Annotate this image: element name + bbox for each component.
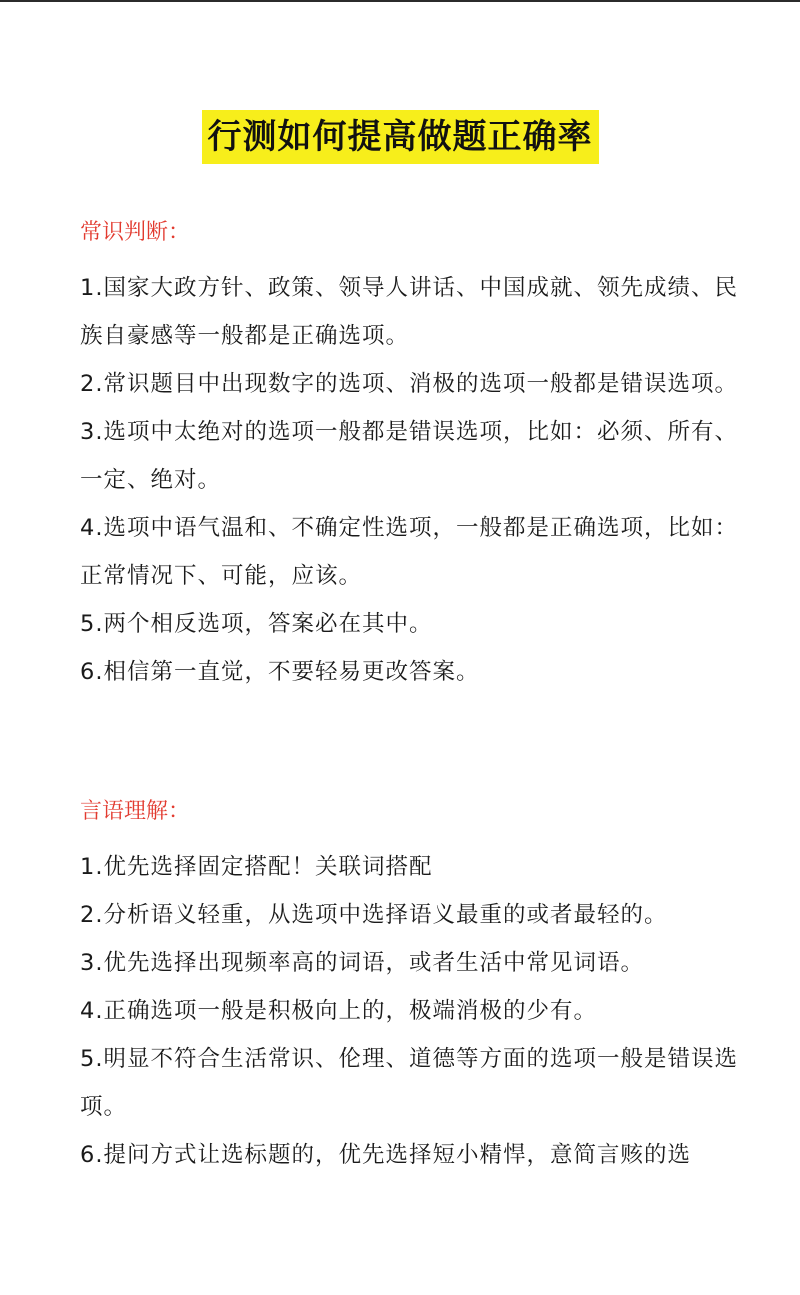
list-item: 1.国家大政方针、政策、领导人讲话、中国成就、领先成绩、民族自豪感等一般都是正确选项。	[80, 275, 738, 349]
list-item: 5.两个相反选项，答案必在其中。	[80, 611, 433, 637]
list-item: 3.优先选择出现频率高的词语，或者生活中常见词语。	[80, 950, 644, 976]
section-common-sense	[80, 218, 740, 696]
section-heading: 言语理解：	[80, 799, 191, 824]
title-area	[0, 110, 800, 164]
list-item: 1.优先选择固定搭配！关联词搭配	[80, 854, 433, 880]
list-item: 5.明显不符合生活常识、伦理、道德等方面的选项一般是错误选项。	[80, 1046, 738, 1120]
list-item: 2.分析语义轻重，从选项中选择语义最重的或者最轻的。	[80, 902, 668, 928]
section-verbal-comprehension	[80, 797, 740, 1179]
page-title: 行测如何提高做题正确率	[202, 110, 599, 164]
top-border	[0, 0, 800, 2]
list-item: 3.选项中太绝对的选项一般都是错误选项，比如：必须、所有、一定、绝对。	[80, 419, 738, 493]
list-item: 2.常识题目中出现数字的选项、消极的选项一般都是错误选项。	[80, 371, 738, 397]
list-item: 4.选项中语气温和、不确定性选项，一般都是正确选项，比如：正常情况下、可能，应该。	[80, 515, 738, 589]
list-item: 4.正确选项一般是积极向上的，极端消极的少有。	[80, 998, 597, 1024]
list-item: 6.提问方式让选标题的，优先选择短小精悍，意简言赅的选	[80, 1142, 691, 1168]
section-heading: 常识判断：	[80, 220, 191, 245]
list-item: 6.相信第一直觉，不要轻易更改答案。	[80, 659, 480, 685]
